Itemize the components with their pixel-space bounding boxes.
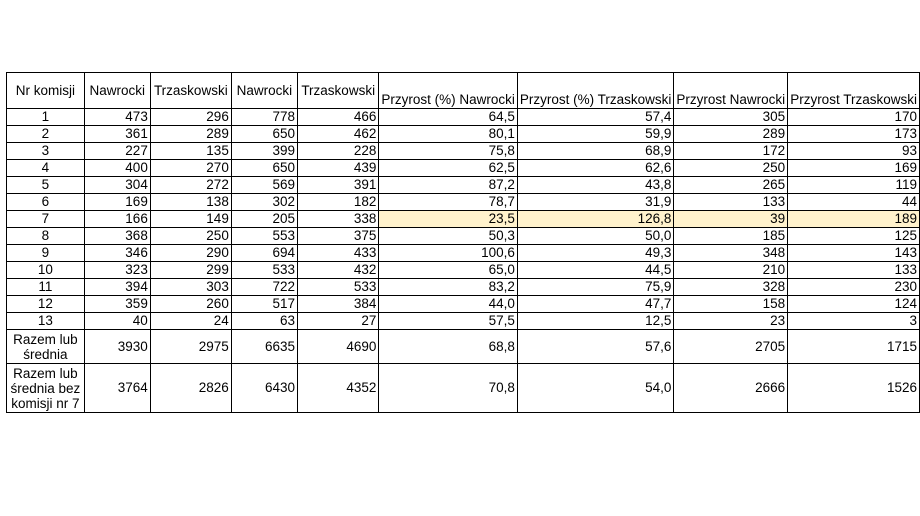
value-cell: 80,1	[379, 126, 518, 143]
row-label-cell: 8	[7, 228, 85, 245]
value-cell: 3	[788, 313, 920, 330]
value-cell: 270	[150, 160, 231, 177]
value-cell: 50,0	[517, 228, 674, 245]
value-cell: 23	[674, 313, 788, 330]
value-cell: 230	[788, 279, 920, 296]
value-cell: 68,8	[379, 330, 518, 364]
value-cell: 93	[788, 143, 920, 160]
value-cell: 290	[150, 245, 231, 262]
value-cell: 135	[150, 143, 231, 160]
value-cell: 650	[231, 126, 297, 143]
header-przyrost-nawrocki: Przyrost Nawrocki	[674, 73, 788, 109]
row-label-cell: 9	[7, 245, 85, 262]
value-cell: 328	[674, 279, 788, 296]
value-cell: 391	[298, 177, 379, 194]
value-cell: 63	[231, 313, 297, 330]
value-cell: 205	[231, 211, 297, 228]
value-cell: 289	[150, 126, 231, 143]
value-cell: 75,9	[517, 279, 674, 296]
row-label-cell: 1	[7, 109, 85, 126]
value-cell: 133	[788, 262, 920, 279]
table-row	[7, 177, 920, 194]
row-label-cell: 10	[7, 262, 85, 279]
value-cell: 83,2	[379, 279, 518, 296]
value-cell: 169	[788, 160, 920, 177]
row-label-cell: 7	[7, 211, 85, 228]
value-cell: 149	[150, 211, 231, 228]
table-row	[7, 245, 920, 262]
value-cell: 466	[298, 109, 379, 126]
value-cell: 65,0	[379, 262, 518, 279]
value-cell: 394	[84, 279, 150, 296]
row-label-cell: 12	[7, 296, 85, 313]
value-cell: 6430	[231, 364, 297, 413]
value-cell: 289	[674, 126, 788, 143]
table-row	[7, 126, 920, 143]
row-label-cell: 4	[7, 160, 85, 177]
value-cell: 260	[150, 296, 231, 313]
value-cell: 375	[298, 228, 379, 245]
value-cell: 778	[231, 109, 297, 126]
value-cell: 338	[298, 211, 379, 228]
value-cell: 400	[84, 160, 150, 177]
row-label-cell: 3	[7, 143, 85, 160]
value-cell: 170	[788, 109, 920, 126]
table-row	[7, 296, 920, 313]
value-cell: 57,6	[517, 330, 674, 364]
value-cell: 166	[84, 211, 150, 228]
value-cell: 133	[674, 194, 788, 211]
value-cell: 272	[150, 177, 231, 194]
header-trzaskowski-2: Trzaskowski	[298, 73, 379, 109]
value-cell: 4352	[298, 364, 379, 413]
value-cell: 650	[231, 160, 297, 177]
row-label-cell: Razem lub średnia	[7, 330, 85, 364]
row-label-cell: 2	[7, 126, 85, 143]
value-cell: 359	[84, 296, 150, 313]
value-cell: 39	[674, 211, 788, 228]
value-cell: 517	[231, 296, 297, 313]
table-row	[7, 330, 920, 364]
header-przyrost-pct-nawrocki: Przyrost (%) Nawrocki	[379, 73, 518, 109]
value-cell: 12,5	[517, 313, 674, 330]
header-przyrost-pct-trzaskowski: Przyrost (%) Trzaskowski	[517, 73, 674, 109]
value-cell: 78,7	[379, 194, 518, 211]
table-row	[7, 313, 920, 330]
value-cell: 265	[674, 177, 788, 194]
value-cell: 59,9	[517, 126, 674, 143]
row-label-cell: 13	[7, 313, 85, 330]
value-cell: 533	[298, 279, 379, 296]
value-cell: 323	[84, 262, 150, 279]
value-cell: 533	[231, 262, 297, 279]
value-cell: 1715	[788, 330, 920, 364]
value-cell: 70,8	[379, 364, 518, 413]
value-cell: 569	[231, 177, 297, 194]
value-cell: 368	[84, 228, 150, 245]
value-cell: 173	[788, 126, 920, 143]
value-cell: 473	[84, 109, 150, 126]
value-cell: 432	[298, 262, 379, 279]
value-cell: 64,5	[379, 109, 518, 126]
value-cell: 2705	[674, 330, 788, 364]
value-cell: 54,0	[517, 364, 674, 413]
value-cell: 361	[84, 126, 150, 143]
value-cell: 119	[788, 177, 920, 194]
value-cell: 304	[84, 177, 150, 194]
value-cell: 439	[298, 160, 379, 177]
value-cell: 24	[150, 313, 231, 330]
value-cell: 348	[674, 245, 788, 262]
value-cell: 169	[84, 194, 150, 211]
value-cell: 68,9	[517, 143, 674, 160]
value-cell: 40	[84, 313, 150, 330]
header-nawrocki-1: Nawrocki	[84, 73, 150, 109]
row-label-cell: 6	[7, 194, 85, 211]
value-cell: 433	[298, 245, 379, 262]
value-cell: 1526	[788, 364, 920, 413]
value-cell: 62,5	[379, 160, 518, 177]
value-cell: 2826	[150, 364, 231, 413]
table-row	[7, 262, 920, 279]
table-row	[7, 143, 920, 160]
row-label-cell: 5	[7, 177, 85, 194]
value-cell: 4690	[298, 330, 379, 364]
value-cell: 722	[231, 279, 297, 296]
value-cell: 31,9	[517, 194, 674, 211]
table-row	[7, 109, 920, 126]
value-cell: 50,3	[379, 228, 518, 245]
value-cell: 346	[84, 245, 150, 262]
table-row	[7, 228, 920, 245]
value-cell: 172	[674, 143, 788, 160]
value-cell: 44	[788, 194, 920, 211]
header-row	[7, 73, 920, 109]
value-cell: 210	[674, 262, 788, 279]
value-cell: 462	[298, 126, 379, 143]
value-cell: 57,4	[517, 109, 674, 126]
value-cell: 158	[674, 296, 788, 313]
value-cell: 250	[150, 228, 231, 245]
value-cell: 185	[674, 228, 788, 245]
value-cell: 23,5	[379, 211, 518, 228]
row-label-cell: Razem lub średnia bez komisji nr 7	[7, 364, 85, 413]
value-cell: 87,2	[379, 177, 518, 194]
table-row	[7, 194, 920, 211]
value-cell: 62,6	[517, 160, 674, 177]
table-row	[7, 160, 920, 177]
row-label-cell: 11	[7, 279, 85, 296]
value-cell: 44,0	[379, 296, 518, 313]
header-nawrocki-2: Nawrocki	[231, 73, 297, 109]
table-body	[7, 109, 920, 413]
value-cell: 384	[298, 296, 379, 313]
value-cell: 553	[231, 228, 297, 245]
value-cell: 299	[150, 262, 231, 279]
value-cell: 49,3	[517, 245, 674, 262]
value-cell: 399	[231, 143, 297, 160]
value-cell: 44,5	[517, 262, 674, 279]
value-cell: 189	[788, 211, 920, 228]
table-row	[7, 211, 920, 228]
value-cell: 47,7	[517, 296, 674, 313]
value-cell: 2666	[674, 364, 788, 413]
value-cell: 3764	[84, 364, 150, 413]
results-table	[6, 72, 920, 413]
header-nr-komisji: Nr komisji	[7, 73, 85, 109]
value-cell: 3930	[84, 330, 150, 364]
value-cell: 182	[298, 194, 379, 211]
value-cell: 296	[150, 109, 231, 126]
value-cell: 694	[231, 245, 297, 262]
header-trzaskowski-1: Trzaskowski	[150, 73, 231, 109]
value-cell: 143	[788, 245, 920, 262]
value-cell: 6635	[231, 330, 297, 364]
table-row	[7, 364, 920, 413]
value-cell: 75,8	[379, 143, 518, 160]
value-cell: 43,8	[517, 177, 674, 194]
value-cell: 250	[674, 160, 788, 177]
header-przyrost-trzaskowski: Przyrost Trzaskowski	[788, 73, 920, 109]
value-cell: 138	[150, 194, 231, 211]
value-cell: 305	[674, 109, 788, 126]
value-cell: 227	[84, 143, 150, 160]
value-cell: 100,6	[379, 245, 518, 262]
value-cell: 125	[788, 228, 920, 245]
value-cell: 27	[298, 313, 379, 330]
value-cell: 228	[298, 143, 379, 160]
value-cell: 126,8	[517, 211, 674, 228]
value-cell: 124	[788, 296, 920, 313]
value-cell: 303	[150, 279, 231, 296]
value-cell: 57,5	[379, 313, 518, 330]
table-row	[7, 279, 920, 296]
value-cell: 2975	[150, 330, 231, 364]
value-cell: 302	[231, 194, 297, 211]
